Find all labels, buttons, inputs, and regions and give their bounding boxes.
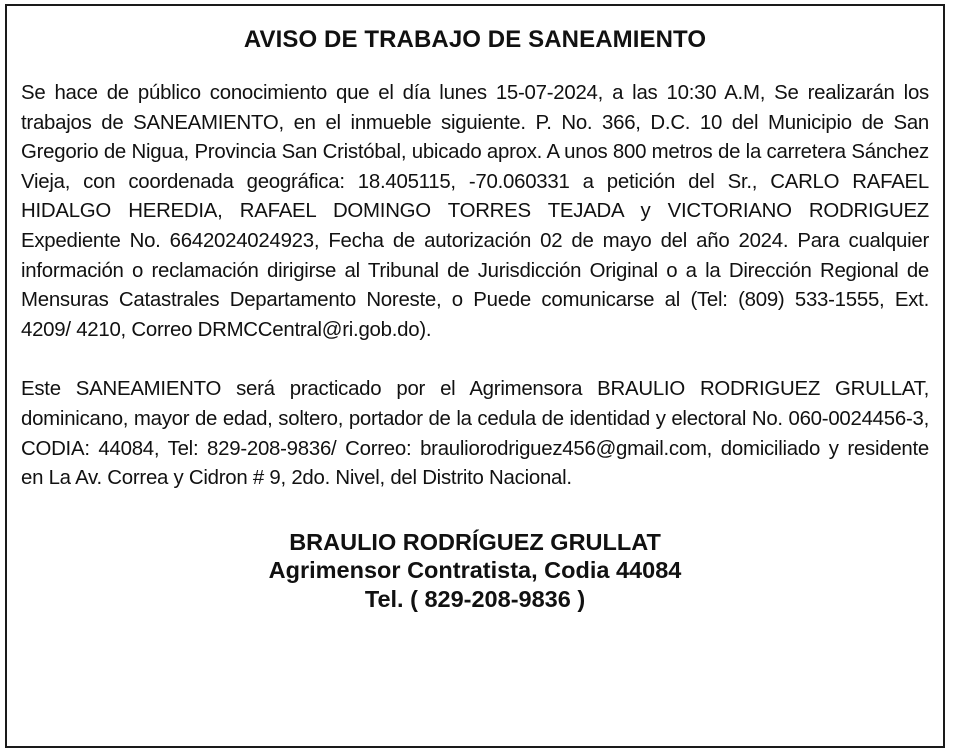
notice-box xyxy=(5,4,945,748)
notice-title: AVISO DE TRABAJO DE SANEAMIENTO xyxy=(243,26,707,53)
signature-name: BRAULIO RODRÍGUEZ GRULLAT xyxy=(289,528,661,555)
notice-content xyxy=(21,6,929,613)
signature-role: Agrimensor Contratista, Codia 44084 xyxy=(268,557,682,584)
signature-phone: Tel. ( 829-208-9836 ) xyxy=(364,585,586,612)
notice-paragraph-surveyor: Este SANEAMIENTO será practicado por el Agrimensora BRAULIO RODRIGUEZ GRULLAT, dominicano, mayor de edad, soltero, portador de la cedula de identidad y electoral No. 060-0024456-3, CODIA: 44084, Tel: 829-208-9836/ Correo: brauliorodriguez456@gmail.com, domiciliado y residente en La Av. Correa y Cidron # 9, 2do. Nivel, del Distrito Nacional. xyxy=(21,378,929,490)
notice-paragraph-details: Se hace de público conocimiento que el día lunes 15-07-2024, a las 10:30 A.M, Se realizarán los trabajos de SANEAMIENTO, en el inmueble siguiente. P. No. 366, D.C. 10 del Municipio de San Gregorio de Nigua, Provincia San Cristóbal, ubicado aprox. A unos 800 metros de la carretera Sánchez Vieja, con coordenada geográfica: 18.405115, -70.060331 a petición del Sr., CARLO RAFAEL HIDALGO HEREDIA, RAFAEL DOMINGO TORRES TEJADA y VICTORIANO RODRIGUEZ Expediente No. 6642024024923, Fecha de autorización 02 de mayo del año 2024. Para cualquier información o reclamación dirigirse al Tribunal de Jurisdicción Original o a la Dirección Regional de Mensuras Catastrales Departamento Noreste, o Puede comunicarse al (Tel: (809) 533-1555, Ext. 4209/ 4210, Correo DRMCCentral@ri.gob.do). xyxy=(21,82,929,341)
signature-block xyxy=(21,528,929,614)
